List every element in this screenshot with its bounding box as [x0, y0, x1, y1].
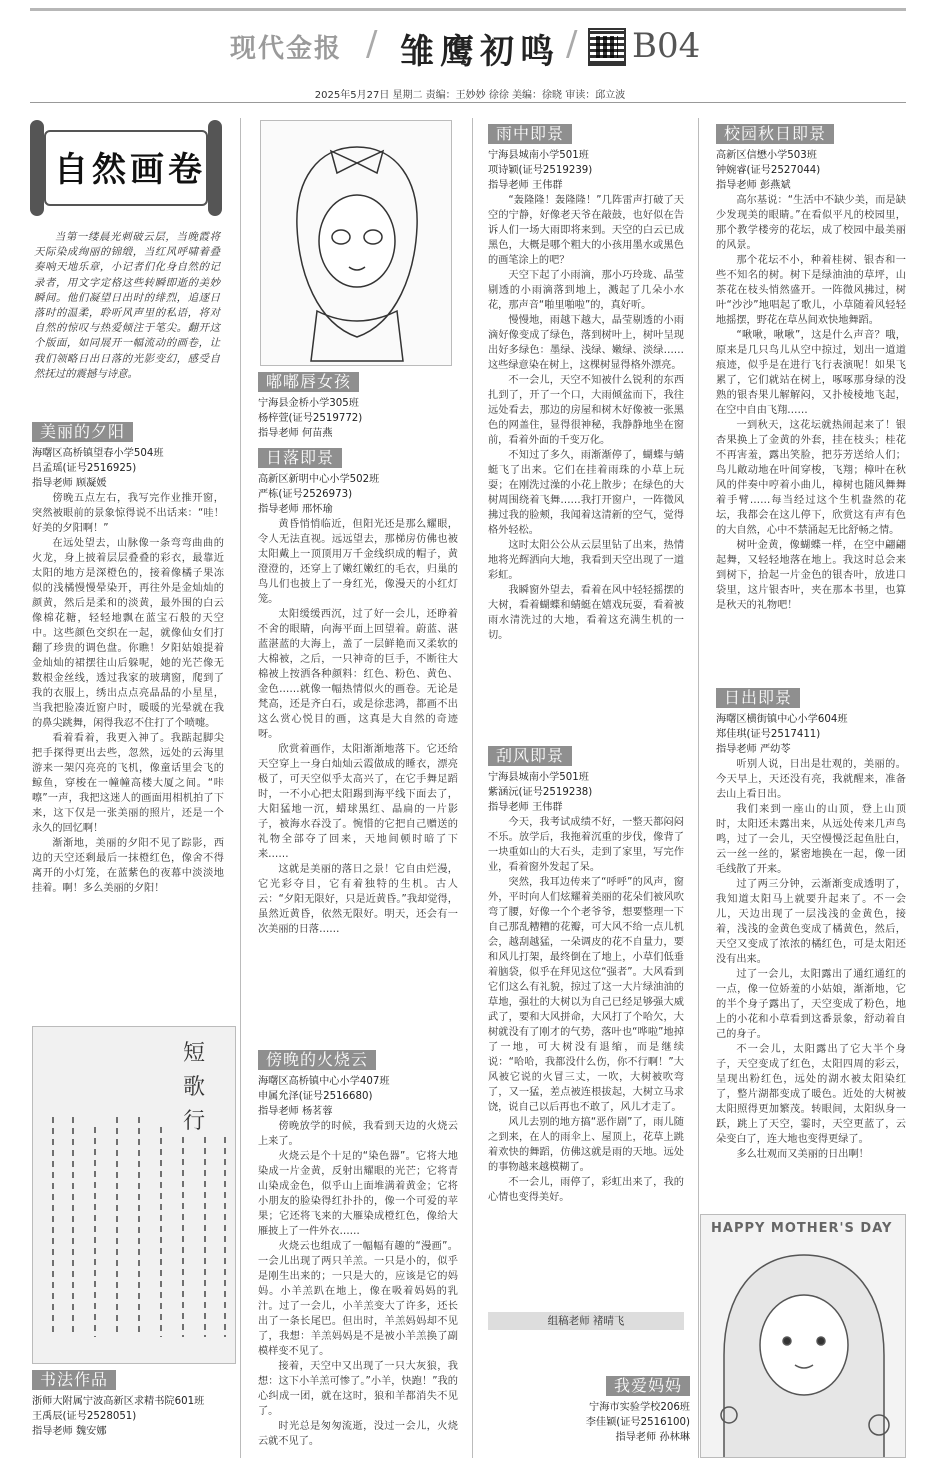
article-school: 高新区新明中心小学502班 — [258, 474, 380, 485]
article-school: 高新区信懋小学503班 — [716, 150, 817, 161]
article-paragraph: 听别人说，日出是壮观的，美丽的。今天早上，天还没有亮，我就醒来，准备去山上看日出。 — [716, 759, 906, 800]
article-teacher: 指导老师 何苗燕 — [258, 428, 333, 439]
article-paragraph: 接着，天空中又出现了一只大灰狼，我想：这下小羊羔可惨了。”小羊，快跑！”我的心纠成一团，就在这时，狼和羊都消失不见了。 — [258, 1361, 458, 1417]
subheader-rule — [30, 102, 906, 103]
banner-title: 自然画卷 — [54, 150, 206, 190]
article-paragraph: 欣赏着画作，太阳渐渐地落下。它还给天空穿上一身白灿灿云霞做成的睡衣，漂亮极了，可天空似乎太高兴了，在它手舞足蹈时，一不小心把太阳踢到海平线下面去了，大阳猛地一沉，蜡球黑红、晶扁的一片影子，被海水吞没了。惋惜的它把自己赠送的礼物全部夺了回来，天地间顿时暗了下来…… — [258, 744, 458, 860]
article-paragraph: 一到秋天，这花坛就热闹起来了！银杏果换上了金黄的外套，挂在枝头；桂花不再害羞，露出笑脸，把芬芳送给人们；鸟儿敞动地在叶间穿梭，飞翔；樟叶在秋风的伴奏中哼着小曲儿，樟树也随风舞舞着手臂……每当经过这个生机盎然的花坛，我都会在这儿停下，欣赏这有声有色的大自然，心中不禁涌起无比舒畅之情。 — [716, 420, 906, 536]
page-number: B04 — [632, 26, 701, 66]
article-paragraph: 过了一会儿，太阳露出了通红通红的一点，像一位娇羞的小姑娘，渐渐地，它的半个身子露出了，天空变成了粉色，地上的小花和小草看到这番景象，舒动着自己的身子。 — [716, 969, 906, 1040]
article-tag: 我爱妈妈 — [606, 1376, 690, 1396]
article-teacher: 指导老师 王伟群 — [488, 802, 563, 813]
article-tag: 日落即景 — [258, 448, 342, 468]
article-tag: 美丽的夕阳 — [32, 422, 133, 442]
scroll-roll-right — [208, 120, 222, 216]
article-paragraph: 慢慢地，雨越下越大，晶莹剔透的小雨滴好像变成了绿色，落到树叶上，树叶呈现出好多绿色：墨绿、浅绿、嫩绿、淡绿……这些绿意染在树上，这棵树显得格外漂亮。 — [488, 315, 684, 371]
article-paragraph: 傍晚五点左右，我写完作业推开窗，突然被眼前的景象惊得说不出话来：“哇！好美的夕阳啊！” — [32, 493, 224, 534]
article-autumn — [716, 124, 906, 613]
calligraphy-title: 短歌行 — [183, 1041, 206, 1134]
dateline: 2025年5月27日 星期二 责编：王妙妙 徐徐 美编：徐晓 审读：邱立波 — [314, 90, 626, 101]
article-paragraph: 风儿去别的地方搞“恶作剧”了，雨儿随之到来，在人的雨伞上、屋顶上，花草上跳着欢快的舞蹈，仿佛这就是雨的天地。远处的事物越来越模糊了。 — [488, 1117, 684, 1173]
article-paragraph: 不一会儿，雨停了，彩虹出来了，我的心情也变得美好。 — [488, 1177, 684, 1203]
calligraphy-image — [32, 1026, 236, 1364]
article-sunset — [32, 422, 224, 896]
article-sunset-view — [258, 448, 458, 937]
mother-drawing-image — [700, 1214, 906, 1458]
article-paragraph: 今天，我考试成绩不好，一整天都闷闷不乐。放学后，我拖着沉重的步伐，像背了一块重如山的大石头，走到了家里，写完作业，看着窗外发起了呆。 — [488, 817, 684, 873]
article-school: 宁海县城南小学501班 — [488, 772, 589, 783]
column-divider — [698, 118, 699, 1458]
article-paragraph: 火烧云是个十足的“染色器”。它将大地染成一片金黄，反射出耀眼的光芒；它将青山染成金色，似乎山上面堆满着黄金；它将小朋友的脸染得红扑扑的，像一个可爱的苹果；它还将飞来的大雁染成橙红色，像给大雁披上了一件外衣…… — [258, 1151, 458, 1237]
article-paragraph: 高尔基说：“生活中不缺少美，而是缺少发现美的眼睛。”在看似平凡的校园里，那个教学楼旁的花坛，成了校园中最美丽的风景。 — [716, 195, 906, 251]
article-tag: 校园秋日即景 — [716, 124, 834, 144]
article-teacher: 指导老师 王伟群 — [488, 180, 563, 191]
article-paragraph: 突然，我耳边传来了“呼呼”的风声，窗外，平时向人们炫耀着美丽的花朵们被风吹弯了腰，好像一个个老爷爷，想要整理一下自己那乱糟糟的花瓣，可大风不给一点儿机会，越刮越猛，一朵调皮的花不自量力，要和风儿打架，最终倒在了地上，小草们低垂着脑袋，似乎在拜见这位“强者”。大风看到它们这么有礼貌，掠过了这一大片绿油油的草地，强壮的大树以为自己已经足够强大威武了，要和大风拼命，大风打了个哈欠，大树就没有了刚才的气势，落叶也“哗啦”地掉了一地，可大树没有退缩，而是继续说：“哈哈，我都没什么伤，你不行啊！”大风被它说的火冒三丈，一吹，大树被吹弯了，又一猛，差点被连根拔起，大树立马求饶，说自己以后再也不敢了，风儿才走了。 — [488, 877, 684, 1113]
qr-code-icon[interactable] — [588, 28, 626, 66]
article-tag: 刮风即景 — [488, 746, 572, 766]
article-paragraph: 时光总是匆匆流逝，没过一会儿，火烧云就不见了。 — [258, 1421, 458, 1447]
divider-slash: / — [566, 24, 578, 64]
article-school: 浙师大附属宁波高新区求精书院601班 — [32, 1396, 205, 1407]
section-title: 雏鹰初鸣 — [400, 32, 560, 72]
article-paragraph: 这时太阳公公从云层里钻了出来，热情地将光辉洒向大地，我看到天空出现了一道彩虹。 — [488, 540, 684, 581]
article-school: 海曙区高桥镇中心小学407班 — [258, 1076, 390, 1087]
article-girl — [258, 372, 458, 441]
article-tag: 嘟嘟唇女孩 — [258, 372, 359, 392]
article-author: 吕孟瑶(证号2516925) — [32, 463, 137, 474]
divider-slash: / — [366, 24, 378, 64]
article-paragraph: 我们来到一座山的山顶，登上山顶时，太阳还未露出来，从远处传来几声鸟鸣，过了一会儿，天空慢慢泛起鱼肚白，云一丝一丝的，紧密地换在一起，像一团毛线散了开来。 — [716, 804, 906, 875]
article-paragraph: 渐渐地，美丽的夕阳不见了踪影，西边的天空还剩最后一抹橙红色，像舍不得离开的小灯笼，在蓝紫色的夜幕中淡淡地挂着。啊！多么美丽的夕阳！ — [32, 838, 224, 894]
mother-drawing — [701, 1215, 906, 1458]
article-tag: 书法作品 — [32, 1370, 116, 1390]
article-author: 王禹辰(证号2528051) — [32, 1411, 137, 1422]
article-paragraph: 这就是美丽的落日之景！它自由烂漫，它光彩夺目，它有着独特的生机。古人云：“夕阳无限好，只是近黄昏。”我却觉得，虽然近黄昏，依然无限好。明天，还会有一次美丽的日落…… — [258, 864, 458, 935]
editor-credit: 组稿老师 褚晴飞 — [488, 1312, 684, 1330]
paper-name: 现代金报 — [230, 34, 343, 64]
article-teacher: 指导老师 邢怀瑜 — [258, 504, 333, 515]
drawing-caption: HAPPY MOTHER'S DAY — [711, 1221, 893, 1236]
article-paragraph: 过了两三分钟，云渐渐变成透明了，我知道太阳马上就要升起来了。不一会儿，天边出现了一层浅浅的金黄色，接着，浅浅的金黄色变成了橘黄色，然后，天空又变成了浓浓的橘红色，可是太阳还没有出来。 — [716, 879, 906, 965]
article-paragraph: 多么壮观而又美丽的日出啊！ — [736, 1149, 869, 1160]
article-author: 钟婉睿(证号2527044) — [716, 165, 821, 176]
article-paragraph: 我瞬窗外望去，看着在风中轻轻摇摆的大树，看着蝴蝶和蜻蜓在嬉戏玩耍，看着被雨水清洗过的大地，看着这充满生机的一切。 — [488, 585, 684, 641]
section-banner — [20, 120, 232, 216]
girl-drawing-image — [260, 120, 452, 366]
article-paragraph: 傍晚放学的时候，我看到天边的火烧云上来了。 — [258, 1121, 458, 1147]
girl-drawing — [261, 121, 452, 366]
article-school: 宁海县金桥小学305班 — [258, 398, 359, 409]
calligraphy-strokes — [33, 1027, 236, 1364]
article-paragraph: 看着看着，我更入神了。我踮起脚尖把手探得更出去些，忽然，远处的云海里游来一架闪亮亮的飞机，像童话里会飞的鲸鱼，穿梭在一幢幢高楼大厦之间。“咔嚓”一声，我把这迷人的画面用相机拍了下来，这下仅是一张美丽的照片，还是一个永久的回忆啊！ — [32, 733, 224, 834]
article-author: 李佳颖(证号2516100) — [585, 1417, 690, 1428]
article-author: 申属允泽(证号2516680) — [258, 1091, 373, 1102]
column-divider — [240, 118, 241, 1458]
intro-text: 当第一缕晨光刺破云层，当晚霞将天际染成绚丽的锦缎，当红风呼啸着叠奏响天地乐章，小记者们化身自然的记录者，用文字定格这些转瞬即逝的美妙瞬间。他们凝望日出时的绯烈，追逐日落时的温柔，聆听风声里的私语，将对自然的惊叹与热爱倾注于笔尖。翻开这个版面，如同展开一幅流动的画卷，让我们领略日出日落的光影变幻，感受自然抚过的震撼与诗意。 — [34, 231, 220, 380]
article-school: 宁海市实验学校206班 — [589, 1402, 690, 1413]
article-paragraph: 树叶金黄，像蝴蝶一样，在空中翩翩起舞，又轻轻地落在地上。我这时总会来到树下，拾起一片金色的银杏叶，放进口袋里，这片银杏叶，夹在那本书里，也算是秋天的礼物吧！ — [716, 540, 906, 611]
masthead — [230, 24, 710, 70]
article-teacher: 指导老师 孙林琳 — [615, 1432, 690, 1443]
article-calligraphy — [32, 1370, 232, 1439]
top-rule — [30, 8, 906, 11]
article-wind — [488, 746, 684, 1205]
article-mom — [560, 1376, 690, 1445]
article-school: 海曙区高桥镇望春小学504班 — [32, 448, 164, 459]
article-sunrise — [716, 688, 906, 1162]
article-tag: 雨中即景 — [488, 124, 572, 144]
article-school: 宁海县城南小学501班 — [488, 150, 589, 161]
column-divider — [472, 118, 473, 1458]
article-paragraph: 那个花坛不小，种着桂树、银杏和一些不知名的树。树下是绿油油的草坪，山茶花在枝头悄然盛开。一阵微风拂过，树叶“沙沙”地唱起了歌儿，小草随着风轻轻地摇摆，野花在草丛间欢快地舞蹈。 — [716, 255, 906, 326]
article-fire-cloud — [258, 1050, 458, 1449]
article-author: 紫涵沅(证号2519238) — [488, 787, 593, 798]
article-school: 海曙区横街镇中心小学604班 — [716, 714, 848, 725]
article-teacher: 指导老师 魏安娜 — [32, 1426, 107, 1437]
article-paragraph: 在远处望去，山脉像一条弯弯曲曲的火龙，身上披着层层叠叠的彩衣，最靠近太阳的地方是深橙色的，接着像橘子果冻似的浅橘慢慢晕染开，再往外是金灿灿的颜黄，然后是柔和的淡黄，最外围的白云像棉花糖，轻轻地飘在蓝宝石般的天空中。这些颜色交织在一起，就像仙女们打翻了珍贵的调色盘。你瞧！夕阳姑娘提着金灿灿的裙摆往山后躲呢，她的光芒像无数根金丝线，透过我家的玻璃窗，爬到了我的衣服上，绣出点点亮晶晶的小星星，当我把脸凑近窗户时，暖暖的光晕就在我的鼻尖跳舞，闲得我忍不住打了个喷嚏。 — [32, 538, 224, 729]
article-paragraph: 太阳缓缓西沉，过了好一会儿，还睁着不舍的眼睛，向海平面上回望着。蔚蓝、湛蓝湛蓝的大海上，盖了一层鲜艳而又柔软的大棉被，之后，一只神奇的巨手，不断往大棉被上按洒各种颜料：红色、粉色、黄色、金色……就像一幅热情似火的画卷。无论是梵高，还是齐白石，或是徐悲鸿，都画不出这么赏心悦目的画，这真是大自然的奇迹呀。 — [258, 609, 458, 740]
article-paragraph: “轰隆隆！轰隆隆！”几阵雷声打破了天空的宁静，好像老天爷在敲鼓，也好似在告诉人们一场大雨即将来到。天空的白云已成黑色，大概是哪个粗大的小孩用墨水或黑色的画笔涂上的吧？ — [488, 195, 684, 266]
article-author: 杨梓萱(证号2519772) — [258, 413, 363, 424]
article-teacher: 指导老师 杨茗蓉 — [258, 1106, 333, 1117]
article-paragraph: 不一会儿，太阳露出了它大半个身子，天空变成了红色，太阳四周的彩云，呈现出粉红色，远处的湖水被太阳染红了，整片湖都变成了暖色。近处的大树被太阳照得更加繁茂。转眼间，太阳纵身一跃，跳上了天空，霎时，天空更蓝了，云朵变白了，连大地也变得更绿了。 — [716, 1044, 906, 1145]
article-teacher: 指导老师 严幼苓 — [716, 744, 791, 755]
article-tag: 傍晚的火烧云 — [258, 1050, 376, 1070]
article-paragraph: 不一会儿，天空不知被什么锐利的东西扎到了，开了一个口，大雨倾盆而下，我往远处看去，那边的房屋和树木好像被一张黑色的网盖住，显得很神秘，我静静地坐在窗前，看着外面的千变万化。 — [488, 375, 684, 446]
article-paragraph: 不知过了多久，雨渐渐停了，蝴蝶与蜻蜓飞了出来。它们在挂着雨珠的小草上玩耍；在刚洗过澡的小花上散步；在绿色的大树周围绕着飞舞……我打开窗户，一阵微风拂过我的脸颊，我闻着这清新的空气，觉得格外轻松。 — [488, 450, 684, 536]
article-tag: 日出即景 — [716, 688, 800, 708]
scroll-roll-left — [30, 120, 44, 216]
article-author: 郑佳琪(证号2517411) — [716, 729, 821, 740]
article-author: 项诗颖(证号2519239) — [488, 165, 593, 176]
article-paragraph: 黄昏悄悄临近，但阳光还是那么耀眼，令人无法直视。远远望去，那梯房仿佛也被太阳戴上一顶顶用万千金线织成的帽子，黄澄澄的，还穿上了嫩红嫩红的毛衣，归巢的鸟儿们也披上了一身红光，像漫天的小红灯笼。 — [258, 519, 458, 605]
article-paragraph: “啾啾，啾啾”，这是什么声音？哦，原来是几只鸟儿从空中掠过，划出一道道痕迹，似乎是在进行飞行表演呢！如果飞累了，它们就站在树上，啄啄那身绿的没熟的银杏果儿解解闷，又扑棱棱地飞起，在空中自由飞翔…… — [716, 330, 906, 416]
article-teacher: 指导老师 彭燕斌 — [716, 180, 791, 191]
article-paragraph: 火烧云也组成了一幅幅有趣的“漫画”。一会儿出现了两只羊羔。一只是小的，似乎是刚生出来的；一只是大的，应该是它的妈妈。小羊羔趴在地上，像在吸着妈妈的乳汁。过了一会儿，小羊羔变大了许多，还长出了一条长尾巴。但出时，羊羔妈妈却不见了，我想：羊羔妈妈是不是被小羊羔换了副模样变不见了。 — [258, 1241, 458, 1357]
article-rain — [488, 124, 684, 643]
article-author: 严栋(证号2526973) — [258, 489, 353, 500]
article-paragraph: 天空下起了小雨滴，那小巧玲珑、晶莹剔透的小雨滴落到地上，溅起了几朵小水花，那声音“啪里啪啦”的，真好听。 — [488, 270, 684, 311]
article-teacher: 指导老师 顾凝媛 — [32, 478, 107, 489]
